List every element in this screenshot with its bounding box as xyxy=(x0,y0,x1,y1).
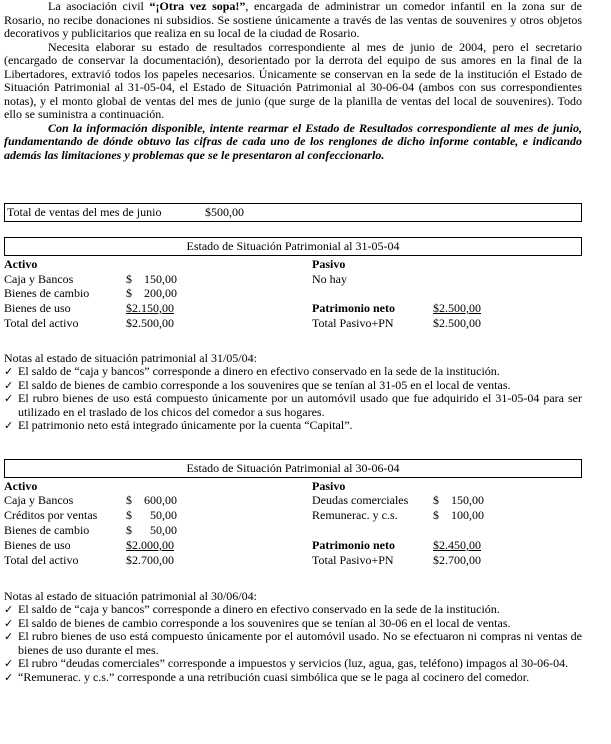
total-liabilities-equity-value: $2.700,00 xyxy=(433,553,481,567)
note-text: El rubro bienes de uso está compuesto únicamente por el automóvil usado. No se efectuaron ni compras ni ventas de bienes de uso durante el mes. xyxy=(18,629,582,657)
asset-label: Bienes de uso xyxy=(4,301,71,315)
note-text: El saldo de bienes de cambio corresponde a los souvenires que se tenían al 31-05 en el local de ventas. xyxy=(18,377,511,392)
asset-value: 600,00 xyxy=(144,493,177,507)
check-icon: ✓ xyxy=(4,419,14,432)
total-sales-box xyxy=(4,203,582,222)
asset-label: Caja y Bancos xyxy=(4,272,74,286)
note-text: El rubro “deudas comerciales” corresponde a impuestos y servicios (luz, agua, gas, teléfono) impagos al 30-06-04. xyxy=(18,656,569,670)
asset-label: Bienes de cambio xyxy=(4,286,90,300)
total-assets-label: Total del activo xyxy=(4,553,79,567)
list-item xyxy=(4,379,582,393)
equity-value: $2.500,00 xyxy=(433,301,481,315)
intro-paragraph-2: Necesita elaborar su estado de resultados correspondiente al mes de junio de 2004, pero el secretario (encargado de conservar la documentación), desorientado por la derrota del equipo de sus amores en la final de la Libertadores, extravió todos los papeles necesarios. Únicamente se conservan en la sede de la institución el Estado de Situación Patrimonial al 31-05-04, el Estado de Situación Patrimonial al 30-06-04 (ambos con sus correspondientes notas), y el monto global de ventas del mes de junio (que surge de la planilla de ventas del local de souvenires). Todo ello se suministra a continuación. xyxy=(4,39,582,121)
liability-currency: $ xyxy=(433,493,439,507)
total-liabilities-equity-label: Total Pasivo+PN xyxy=(312,316,394,330)
total-assets-value: $2.500,00 xyxy=(126,316,174,330)
equity-label: Patrimonio neto xyxy=(312,301,395,315)
liability-label: Remunerac. y c.s. xyxy=(312,508,398,522)
liability-label: Deudas comerciales xyxy=(312,493,409,507)
asset-value: $2.000,00 xyxy=(126,538,174,552)
balance-sheet-may-grid xyxy=(4,256,582,334)
asset-currency: $ xyxy=(126,286,132,300)
check-icon: ✓ xyxy=(4,392,14,405)
list-item xyxy=(4,603,582,617)
note-text: El saldo de “caja y bancos” corresponde a dinero en efectivo conservado en la sede de la institución. xyxy=(18,602,500,616)
list-item xyxy=(4,617,582,631)
list-item xyxy=(4,671,582,685)
intro-p1-end: , encargada de administrar un comedor infantil en la zona sur de Rosario, no recibe donaciones ni subsidios. Se sostiene únicamente a través de las ventas de souvenires y otros objetos decorativos y publicitarios que realiza en su local de la ciudad de Rosario. xyxy=(4,0,582,40)
balance-sheet-june xyxy=(4,459,582,684)
notes-may-list xyxy=(4,365,582,433)
notes-june-list xyxy=(4,603,582,684)
intro-paragraph-1 xyxy=(4,0,582,41)
check-icon: ✓ xyxy=(4,616,14,630)
check-icon: ✓ xyxy=(4,630,14,643)
association-name: “¡Otra vez sopa!” xyxy=(149,0,246,13)
task-instructions: Con la información disponible, intente rearmar el Estado de Resultados correspondiente al mes de junio, fundamentando de dónde obtuvo las cifras de cada uno de los renglones de dicho informe contable, e indicando además las limitaciones y problemas que se le presentaron al confeccionarlo. xyxy=(4,120,582,162)
asset-value: $2.150,00 xyxy=(126,301,174,315)
total-sales-label: Total de ventas del mes de junio xyxy=(7,205,162,219)
balance-sheet-june-grid xyxy=(4,478,582,574)
list-item xyxy=(4,365,582,379)
equity-value: $2.450,00 xyxy=(433,538,481,552)
asset-value: 200,00 xyxy=(144,286,177,300)
notes-may-title: Notas al estado de situación patrimonial al 31/05/04: xyxy=(4,351,257,365)
balance-sheet-may-title: Estado de Situación Patrimonial al 31-05-04 xyxy=(4,237,582,256)
asset-currency: $ xyxy=(126,272,132,286)
asset-label: Bienes de cambio xyxy=(4,523,90,537)
total-assets-value: $2.700,00 xyxy=(126,553,174,567)
total-liabilities-equity-value: $2.500,00 xyxy=(433,316,481,330)
note-text: El saldo de “caja y bancos” corresponde a dinero en efectivo conservado en la sede de la institución. xyxy=(18,364,500,378)
note-text: “Remunerac. y c.s.” corresponde a una retribución cuasi simbólica que se le paga al cocinero del comedor. xyxy=(18,669,530,684)
list-item xyxy=(4,392,582,419)
check-icon: ✓ xyxy=(4,657,14,670)
check-icon: ✓ xyxy=(4,365,14,378)
list-item xyxy=(4,630,582,657)
activo-header: Activo xyxy=(4,479,38,493)
pasivo-header: Pasivo xyxy=(312,257,346,271)
check-icon: ✓ xyxy=(4,378,14,392)
asset-value: 50,00 xyxy=(150,523,177,537)
asset-label: Créditos por ventas xyxy=(4,508,98,522)
balance-sheet-june-title: Estado de Situación Patrimonial al 30-06-04 xyxy=(4,459,582,478)
equity-label: Patrimonio neto xyxy=(312,538,395,552)
pasivo-header: Pasivo xyxy=(312,479,346,493)
notes-june-title: Notas al estado de situación patrimonial al 30/06/04: xyxy=(4,589,257,603)
total-liabilities-equity-label: Total Pasivo+PN xyxy=(312,553,394,567)
check-icon: ✓ xyxy=(4,670,14,684)
intro-p1-start: La asociación civil xyxy=(48,0,150,13)
check-icon: ✓ xyxy=(4,603,14,616)
asset-label: Bienes de uso xyxy=(4,538,71,552)
note-text: El patrimonio neto está integrado únicamente por la cuenta “Capital”. xyxy=(18,418,353,432)
balance-sheet-may xyxy=(4,237,582,433)
note-text: El saldo de bienes de cambio corresponde a los souvenires que se tenían al 30-06 en el local de ventas. xyxy=(18,615,511,630)
asset-label: Caja y Bancos xyxy=(4,493,74,507)
activo-header: Activo xyxy=(4,257,38,271)
liability-value: 150,00 xyxy=(451,493,484,507)
list-item xyxy=(4,419,582,433)
liability-currency: $ xyxy=(433,508,439,522)
liabilities-none: No hay xyxy=(312,272,347,286)
asset-value: 150,00 xyxy=(144,272,177,286)
asset-currency: $ xyxy=(126,508,132,522)
total-assets-label: Total del activo xyxy=(4,316,79,330)
note-text: El rubro bienes de uso está compuesto únicamente por un automóvil usado que fue adquirido el 31-05-04 para ser utilizado en el traslado de los chicos del comedor a sus hogares. xyxy=(18,391,582,419)
list-item xyxy=(4,657,582,671)
asset-currency: $ xyxy=(126,493,132,507)
total-sales-value: $500,00 xyxy=(205,205,244,219)
intro-text xyxy=(4,0,582,162)
asset-currency: $ xyxy=(126,523,132,537)
asset-value: 50,00 xyxy=(150,508,177,522)
liability-value: 100,00 xyxy=(451,508,484,522)
